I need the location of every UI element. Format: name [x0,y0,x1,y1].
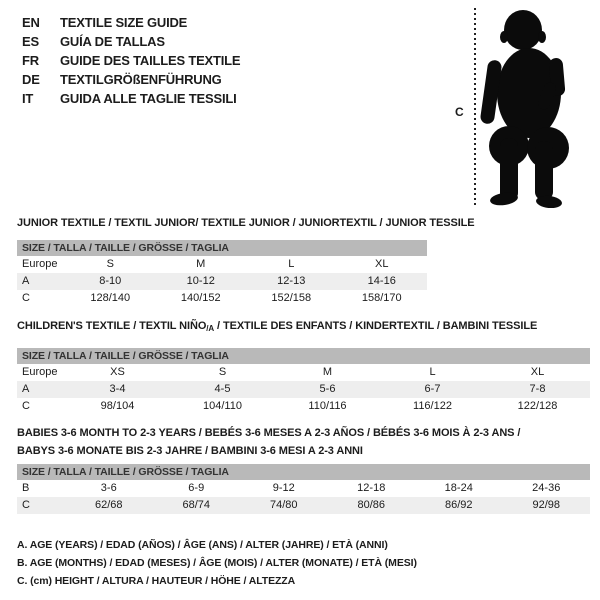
size-cell: 8-10 [99,275,122,287]
row-label: Europe [22,258,58,270]
children-size-table [17,348,590,415]
size-cell: 62/68 [94,499,123,511]
size-cell: 18-24 [444,482,473,494]
language-row [22,32,240,51]
guide-title: GUÍA DE TALLAS [60,34,165,49]
footnote-a: A. AGE (YEARS) / EDAD (AÑOS) / ÂGE (ANS) / ALTER (JAHRE) / ETÀ (ANNI) [17,539,388,551]
language-code: FR [22,53,39,68]
footnotes [17,536,417,590]
table-row [17,273,427,290]
babies-size-table [17,464,590,514]
language-code: EN [22,15,40,30]
size-cell: 86/92 [444,499,473,511]
size-cell: 24-36 [532,482,561,494]
heading-text: / TEXTILE DES ENFANTS / KINDERTEXTIL / BAMBINI TESSILE [214,320,538,332]
size-cell: 3-6 [100,482,117,494]
size-cell: 74/80 [269,499,298,511]
row-label: C [22,400,30,412]
row-label: Europe [22,366,58,378]
size-cell: L [288,258,295,270]
babies-section-heading [17,424,520,460]
size-cell: 104/110 [203,400,242,412]
heading-line-2: BABYS 3-6 MONATE BIS 2-3 JAHRE / BAMBINI 3-6 MESI A 2-3 ANNI [17,445,363,457]
size-cell: 152/158 [271,292,312,304]
size-cell: 10-12 [186,275,215,287]
children-section-heading [17,320,537,335]
size-cell: 92/98 [532,499,561,511]
size-cell: M [196,258,206,270]
heading-line-1: BABIES 3-6 MONTH TO 2-3 YEARS / BEBÉS 3-6 MESES A 2-3 AÑOS / BÉBÉS 3-6 MOIS À 2-3 ANS / [17,427,521,439]
footnote-b: B. AGE (MONTHS) / EDAD (MESES) / ÂGE (MOIS) / ALTER (MONATE) / ETÀ (MESI) [17,557,417,569]
language-code: ES [22,34,39,49]
size-cell: S [106,258,114,270]
size-cell: 98/104 [100,400,135,412]
size-header-bar: SIZE / TALLA / TAILLE / GRÖSSE / TAGLIA [17,348,590,364]
row-label: A [22,275,30,287]
size-cell: 110/116 [308,400,347,412]
row-label: C [22,292,30,304]
size-cell: 12-13 [277,275,306,287]
guide-title: TEXTILE SIZE GUIDE [60,15,188,30]
language-code: IT [22,91,34,106]
size-cell: L [429,366,436,378]
table-row [17,364,590,381]
size-cell: 4-5 [214,383,231,395]
size-cell: XL [375,258,389,270]
size-cell: 14-16 [367,275,396,287]
size-cell: 122/128 [517,400,558,412]
size-cell: XL [530,366,545,378]
size-cell: XS [110,366,125,378]
toddler-silhouette-icon [478,8,576,208]
guide-title: TEXTILGRÖßENFÜHRUNG [60,72,222,87]
size-cell: 9-12 [272,482,295,494]
table-row [17,480,590,497]
size-cell: 140/152 [180,292,221,304]
guide-title: GUIDA ALLE TAGLIE TESSILI [60,91,237,106]
size-cell: 128/140 [90,292,131,304]
size-cell: 80/86 [357,499,386,511]
language-row [22,13,240,32]
size-cell: 116/122 [413,400,452,412]
heading-subscript: /A [206,324,215,333]
size-cell: 6-9 [188,482,205,494]
table-row [17,290,427,307]
size-header-bar: SIZE / TALLA / TAILLE / GRÖSSE / TAGLIA [17,464,590,480]
size-header-bar: SIZE / TALLA / TAILLE / GRÖSSE / TAGLIA [17,240,427,256]
row-label: C [22,499,30,511]
language-code: DE [22,72,40,87]
junior-section-heading: JUNIOR TEXTILE / TEXTIL JUNIOR/ TEXTILE JUNIOR / JUNIORTEXTIL / JUNIOR TESSILE [17,217,475,229]
size-cell: M [322,366,333,378]
height-marker-label: C [455,105,464,119]
table-row [17,398,590,415]
language-row [22,89,240,108]
row-label: A [22,383,30,395]
language-row [22,70,240,89]
size-cell: 3-4 [109,383,126,395]
footnote-c: C. (cm) HEIGHT / ALTURA / HAUTEUR / HÖHE / ALTEZZA [17,575,296,587]
size-cell: S [218,366,227,378]
size-cell: 158/170 [361,292,402,304]
language-row [22,51,240,70]
size-cell: 6-7 [424,383,441,395]
heading-text: CHILDREN'S TEXTILE / TEXTIL NIÑO [17,320,207,332]
size-cell: 68/74 [182,499,211,511]
guide-title: GUIDE DES TAILLES TEXTILE [60,53,241,68]
row-label: B [22,482,30,494]
size-cell: 5-6 [319,383,336,395]
junior-size-table [17,240,427,307]
height-measure-dashed-line [474,8,476,208]
size-cell: 7-8 [529,383,546,395]
table-row [17,381,590,398]
table-row [17,256,427,273]
table-row [17,497,590,514]
title-block [22,13,240,108]
size-cell: 12-18 [357,482,386,494]
